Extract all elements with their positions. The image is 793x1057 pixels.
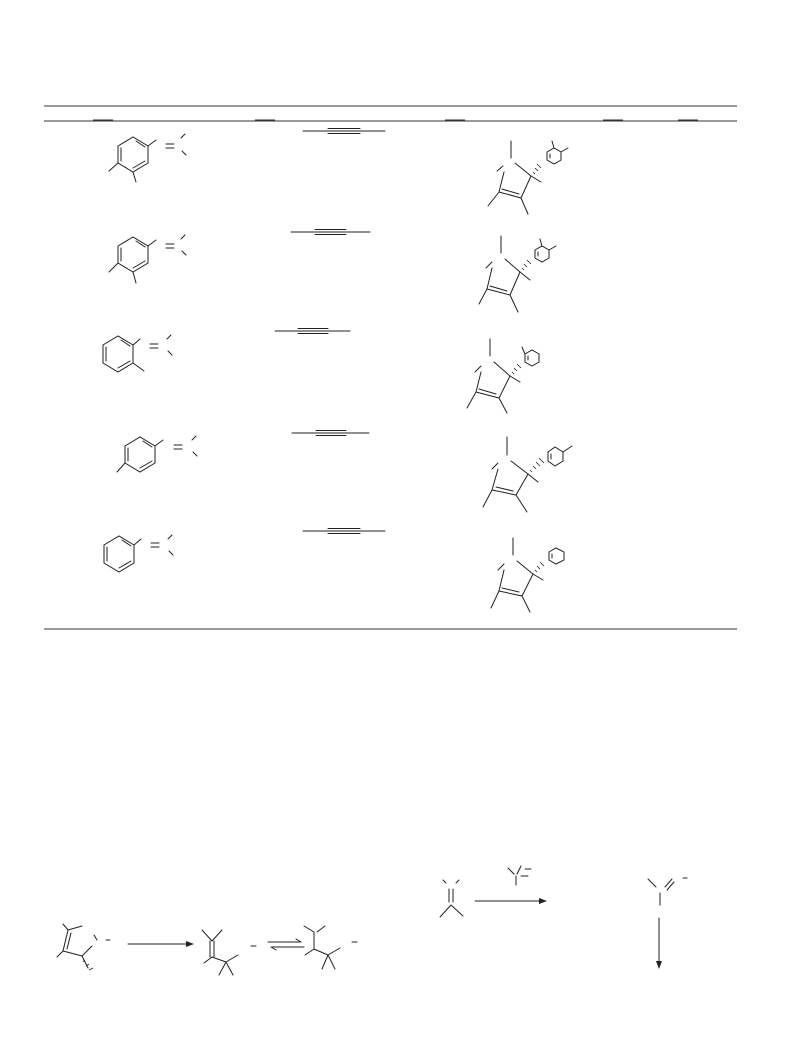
scheme-adduct-structure xyxy=(648,878,687,905)
reaction-arrow-icon xyxy=(128,941,194,947)
equilibrium-arrow-icon xyxy=(268,939,304,950)
substrate-structure xyxy=(109,235,186,283)
scheme-intermediate-structure xyxy=(202,930,256,975)
product-structure xyxy=(483,437,572,512)
scheme-reagent-structure xyxy=(508,866,531,885)
alkyne-structure xyxy=(303,529,385,534)
product-structure xyxy=(479,236,556,312)
reaction-scheme-right xyxy=(440,866,687,969)
substrate-structure xyxy=(104,535,173,572)
alkyne-structure xyxy=(291,230,370,235)
down-arrow-icon xyxy=(656,918,662,969)
scheme-alkene-structure xyxy=(440,880,463,917)
scheme-reactant-structure xyxy=(57,924,110,970)
product-structure xyxy=(488,141,568,214)
product-structure xyxy=(491,538,564,612)
reaction-scheme-left xyxy=(57,924,357,975)
table-row xyxy=(103,329,539,414)
scheme-product-structure xyxy=(304,926,357,969)
reaction-arrow-icon xyxy=(475,898,547,904)
alkyne-structure xyxy=(303,129,385,134)
substrate-structure xyxy=(103,335,172,372)
alkyne-structure xyxy=(292,431,369,436)
alkyne-structure xyxy=(275,329,350,334)
table-row xyxy=(117,431,572,513)
table-row xyxy=(109,230,556,313)
substrate-structure xyxy=(117,436,197,472)
product-structure xyxy=(467,339,539,413)
table-row xyxy=(104,529,564,613)
substrate-structure xyxy=(109,134,186,182)
table-row xyxy=(109,129,568,215)
